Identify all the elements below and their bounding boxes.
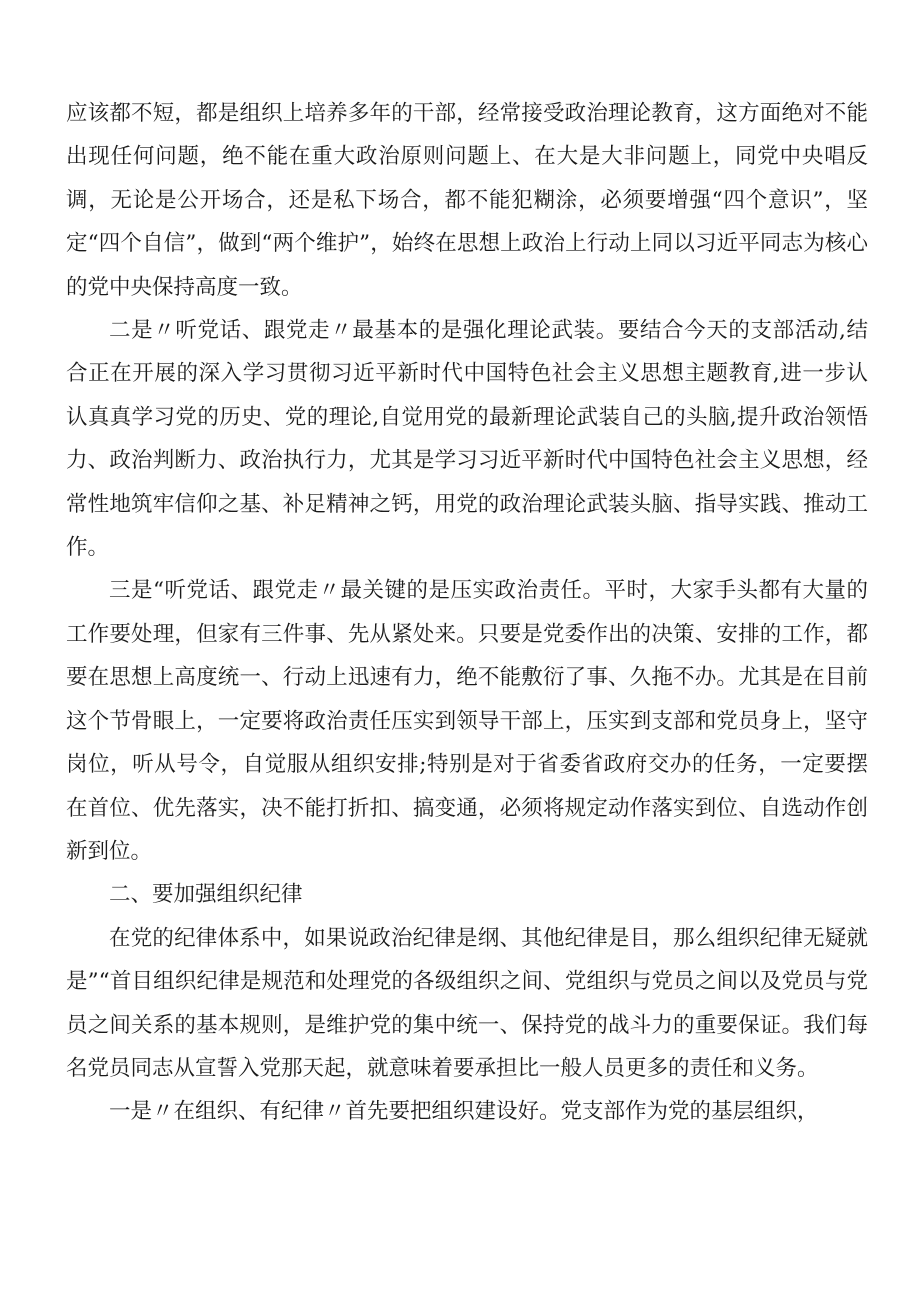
paragraph-political-consistency: 应该都不短，都是组织上培养多年的干部，经常接受政治理论教育，这方面绝对不能出现任何问题，绝不能在重大政治原则问题上、在大是大非问题上，同党中央唱反调，无论是公开场合，还是私下场合，都不能犯糊涂，必须要增强“四个意识”，坚定“四个自信”，做到“两个维护”，始终在思想上政治上行动上同以习近平同志为核心的党中央保持高度一致。 xyxy=(66,101,868,300)
paragraph-discipline-system: 在党的纪律体系中，如果说政治纪律是纲、其他纪律是目，那么组织纪律无疑就是”“首目组织纪律是规范和处理党的各级组织之间、党组织与党员之间以及党员与党员之间关系的基本规则，是维护党的集中统一、保持党的战斗力的重要保证。我们每名党员同志从宣誓入党那天起，就意味着要承担比一般人员更多的责任和义务。 xyxy=(66,925,868,1081)
document-body xyxy=(66,92,868,1134)
paragraph-organization-building: 一是〃在组织、有纪律〃首先要把组织建设好。党支部作为党的基层组织， xyxy=(109,1099,819,1125)
section-heading-organizational-discipline: 二、要加强组织纪律 xyxy=(109,882,303,908)
paragraph-theory-armament: 二是〃听党话、跟党走〃最基本的是强化理论武装。要结合今天的支部活动,结合正在开展的深入学习贯彻习近平新时代中国特色社会主义思想主题教育,进一步认认真真学习党的历史、党的理论,自觉用党的最新理论武装自己的头脑,提升政治领悟力、政治判断力、政治执行力，尤其是学习习近平新时代中国特色社会主义思想，经常性地筑牢信仰之基、补足精神之钙，用党的政治理论武装头脑、指导实践、推动工作。 xyxy=(66,318,868,561)
paragraph-political-responsibility: 三是“听党话、跟党走〃最关键的是压实政治责任。平时，大家手头都有大量的工作要处理，但家有三件事、先从紧处来。只要是党委作出的决策、安排的工作，都要在思想上高度统一、行动上迅速有力，绝不能敷衍了事、久拖不办。尤其是在目前这个节骨眼上，一定要将政治责任压实到领导干部上，压实到支部和党员身上，坚守岗位，听从号令，自觉服从组织安排;特别是对于省委省政府交办的任务，一定要摆在首位、优先落实，决不能打折扣、搞变通，必须将规定动作落实到位、自选动作创新到位。 xyxy=(66,578,868,864)
